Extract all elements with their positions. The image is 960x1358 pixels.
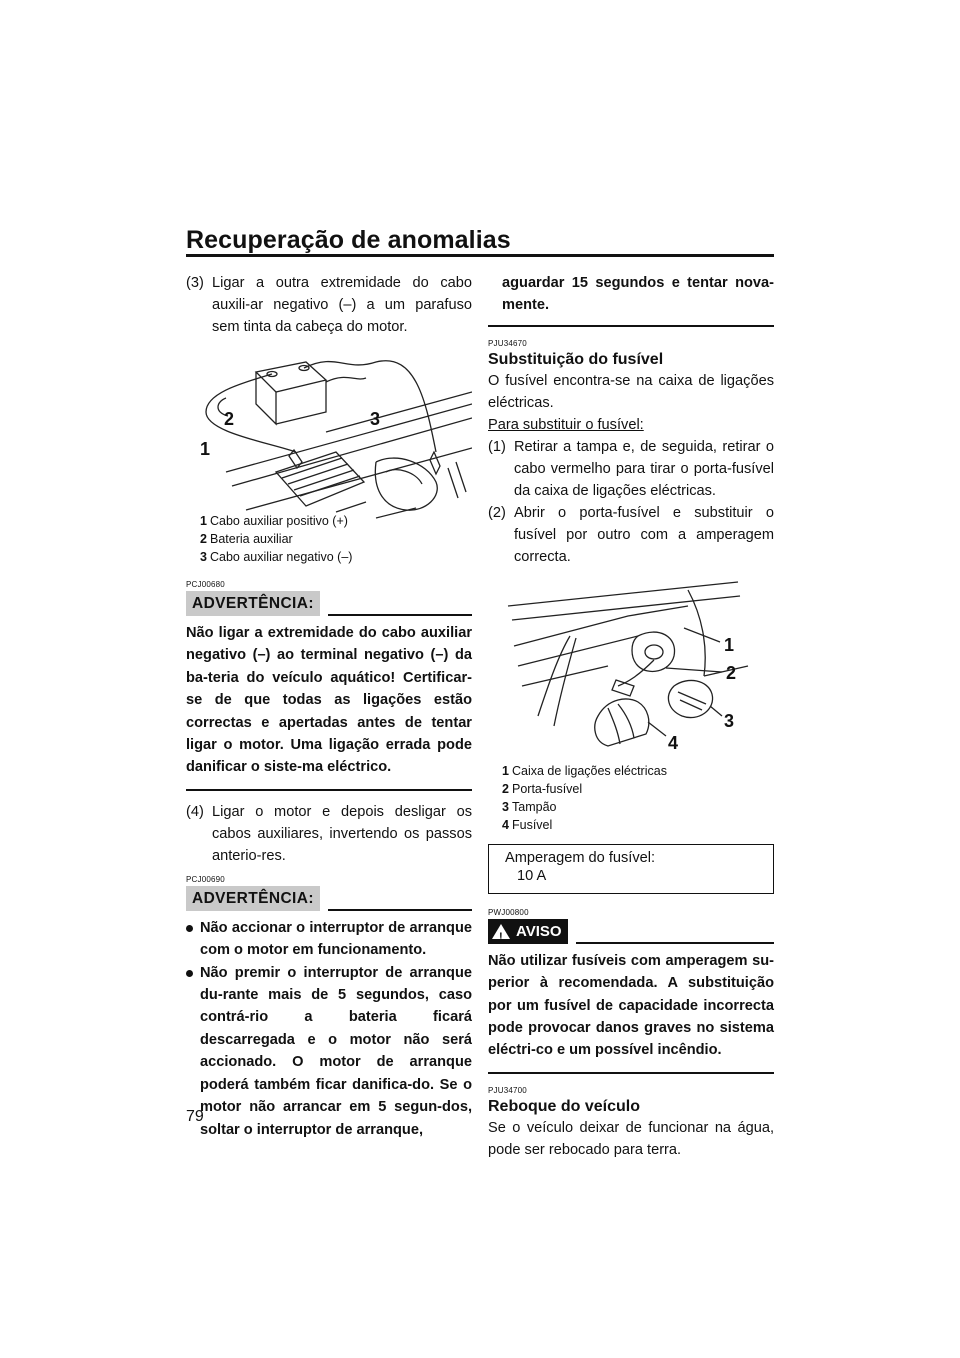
step-number: (3): [186, 275, 204, 291]
caution-bullets: [186, 917, 472, 1141]
page-title: Recuperação de anomalias: [186, 226, 511, 254]
callout-1: 1: [724, 634, 735, 655]
spec-label: Amperagem do fusível:: [505, 849, 656, 866]
reference-code: PJU34700: [488, 1085, 527, 1095]
figure-jump-start: [186, 342, 472, 526]
step-3: [186, 272, 472, 338]
header-rule: [186, 254, 774, 257]
step-text: Ligar a outra extremidade do cabo auxili-ar negativo (–) a um parafuso sem tinta da cabeça do motor.: [212, 275, 472, 335]
figure-legend: [488, 762, 774, 834]
caution-label: ADVERTÊNCIA:: [186, 886, 320, 911]
step-4: [186, 801, 472, 867]
bullet-dot: [186, 925, 193, 932]
warning-rule: [576, 942, 774, 944]
callout-1: 1: [200, 439, 211, 459]
caution-continuation: aguardar 15 segundos e tentar nova-mente.: [502, 275, 774, 314]
legend-item: 1 Cabo auxiliar positivo (+): [200, 514, 348, 528]
spec-value: 10 A: [517, 867, 547, 884]
left-column: [186, 272, 472, 1141]
section-title: Substituição do fusível: [488, 350, 664, 368]
bullet-item: Não accionar o interruptor de arranque com o motor em funcionamento.: [186, 917, 472, 962]
page-number: 79: [186, 1108, 204, 1125]
warning-text: Não utilizar fusíveis com amperagem su-perior à recomendada. A substituição por um fusível de capacidade incorrecta pode provocar danos graves no sistema eléctri-co e um possível incêndio.: [488, 952, 774, 1059]
procedure-subhead: Para substituir o fusível:: [488, 416, 644, 433]
reference-code: PCJ00680: [186, 580, 225, 589]
legend-item: 1 Caixa de ligações eléctricas: [502, 763, 667, 778]
caution-end-rule: [488, 325, 774, 327]
bullet-item: Não premir o interruptor de arranque du-rante mais de 5 segundos, caso contrá-rio a bateria ficará descarregada e o motor não será accionado. O motor de arranque poderá também ficar danifica-do. Se o motor não arrancar em 5 segun-dos, soltar o interruptor de arranque,: [186, 962, 472, 1141]
reference-code: PCJ00690: [186, 874, 225, 884]
caution-text: Não ligar a extremidade do cabo auxiliar negativo (–) ao terminal negativo (–) da ba-teria do veículo aquático! Certificar-se de que todas as ligações estão correctas e apertadas antes de tentar ligar o motor. Uma ligação errada pode danificar o siste-ma eléctrico.: [186, 625, 472, 776]
callout-2: 2: [224, 409, 235, 429]
reference-code: PJU34670: [488, 338, 527, 348]
legend-item: 4 Fusível: [502, 817, 553, 832]
warning-label: ! AVISO: [488, 919, 568, 944]
fuse-step-1: [488, 436, 774, 502]
right-column: [488, 272, 774, 1161]
step-number: (2): [488, 504, 506, 521]
legend-item: 2 Porta-fusível: [502, 781, 583, 796]
section-title: Reboque do veículo: [488, 1097, 641, 1115]
step-text: Retirar a tampa e, de seguida, retirar o cabo vermelho para tirar o porta-fusível da caixa de ligações eléctricas.: [514, 438, 774, 499]
section-text: Se o veículo deixar de funcionar na água, pode ser rebocado para terra.: [488, 1119, 774, 1158]
callout-3: 3: [370, 409, 381, 429]
step-number: (1): [488, 438, 506, 455]
callout-2: 2: [726, 662, 737, 683]
step-number: (4): [186, 803, 204, 820]
fuse-step-2: [488, 502, 774, 568]
caution-header: [186, 591, 472, 616]
caution-header: [186, 886, 472, 911]
step-text: Ligar o motor e depois desligar os cabos auxiliares, invertendo os passos anterio-res.: [212, 803, 472, 864]
warning-header: [488, 919, 774, 944]
bullet-dot: [186, 970, 193, 977]
figure-fuse: [488, 576, 774, 760]
caution-rule: [328, 614, 472, 616]
reference-code: PWJ00800: [488, 907, 529, 917]
warning-end-rule: [488, 1072, 774, 1074]
step-text: Abrir o porta-fusível e substituir o fusível por outro com a amperagem correcta.: [514, 504, 774, 565]
fuse-spec-box: [488, 844, 774, 894]
jump-start-illustration: [186, 342, 472, 526]
legend-item: 3 Cabo auxiliar negativo (–): [200, 550, 353, 564]
section-intro: O fusível encontra-se na caixa de ligações eléctricas.: [488, 372, 774, 411]
callout-4: 4: [668, 732, 679, 753]
caution-label: ADVERTÊNCIA:: [186, 591, 320, 616]
legend-item: 2 Bateria auxiliar: [200, 532, 293, 546]
caution-end-rule: [186, 789, 472, 791]
callout-3: 3: [724, 710, 735, 731]
caution-rule: [328, 909, 472, 911]
warning-triangle-icon: !: [492, 924, 510, 939]
legend-item: 3 Tampão: [502, 799, 557, 814]
